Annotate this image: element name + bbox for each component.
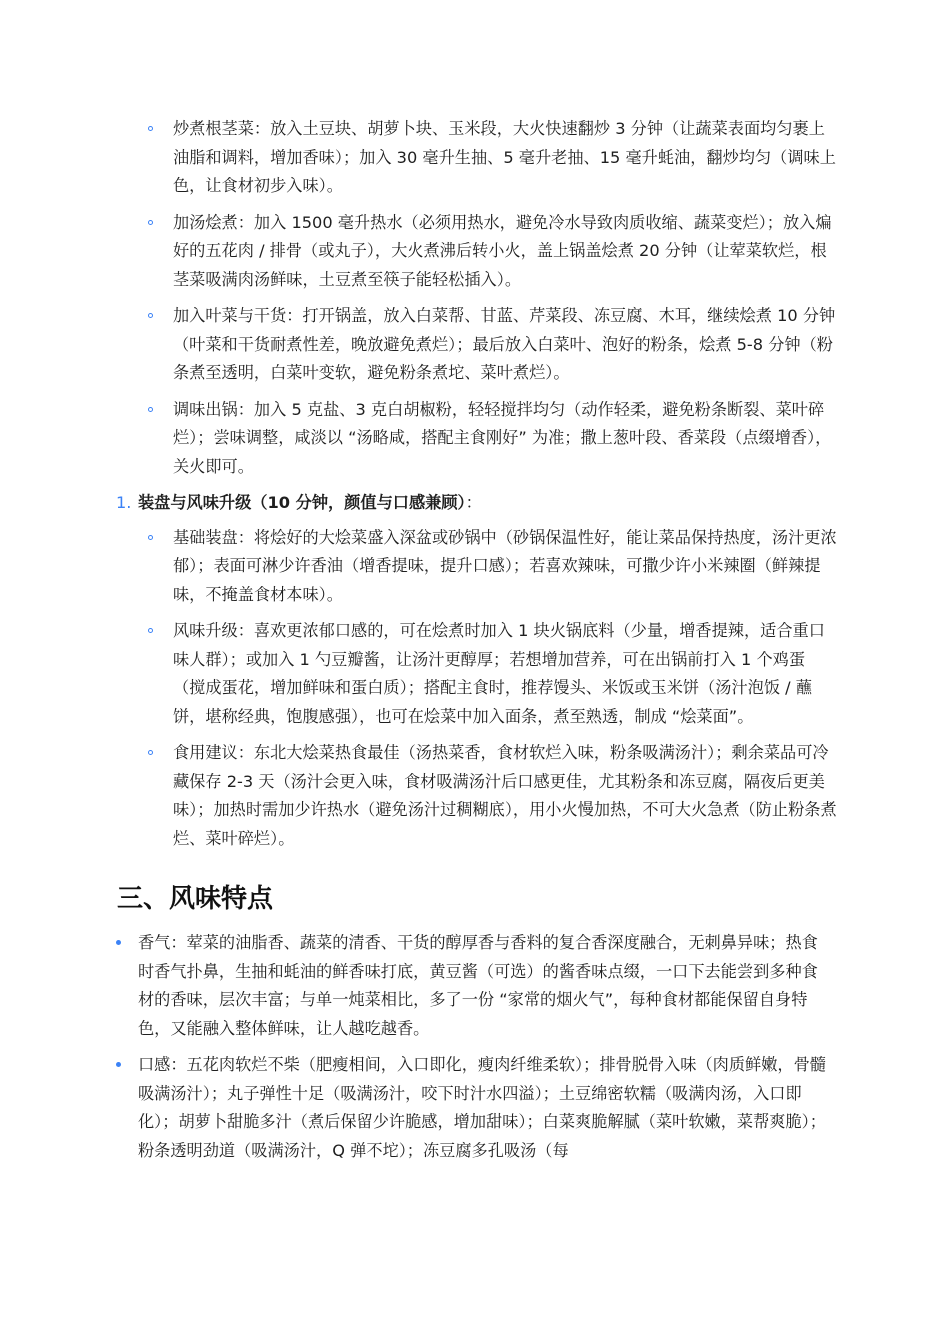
list-item — [173, 617, 837, 731]
flavor-list — [0, 929, 950, 1165]
list-item-text: 香气：荤菜的油脂香、蔬菜的清香、干货的醇厚香与香料的复合香深度融合，无刺鼻异味；热食时香气扑鼻，生抽和蚝油的鲜香味打底，黄豆酱（可选）的酱香味点缀，一口下去能尝到多种食材的香味，层次丰富；与单一炖菜相比，多了一份 “家常的烟火气”，每种食材都能保留自身特色，又能融入整体鲜味，让人越吃越香。 — [138, 933, 818, 1038]
numbered-step-heading — [116, 489, 950, 518]
hollow-bullet-icon — [148, 535, 153, 540]
section-heading: 三、风味特点 — [117, 884, 274, 914]
list-item-text: 风味升级：喜欢更浓郁口感的，可在烩煮时加入 1 块火锅底料（少量，增香提辣，适合重口味人群）；或加入 1 勺豆瓣酱，让汤汁更醇厚；若想增加营养，可在出锅前打入 1 个鸡蛋（搅成蛋花，增加鲜味和蛋白质）；搭配主食时，推荐馒头、米饭或玉米饼（汤汁泡饭 / 蘸饼，堪称经典，饱腹感强），也可在烩菜中加入面条，煮至熟透，制成 “烩菜面”。 — [173, 621, 825, 726]
list-item-text: 加汤烩煮：加入 1500 毫升热水（必须用热水，避免冷水导致肉质收缩、蔬菜变烂）；放入煸好的五花肉 / 排骨（或丸子），大火煮沸后转小火，盖上锅盖烩煮 20 分钟（让荤菜软烂，根茎菜吸满肉汤鲜味，土豆煮至筷子能轻松插入）。 — [173, 212, 832, 289]
hollow-bullet-icon — [148, 126, 153, 131]
cooking-steps-list — [0, 115, 950, 481]
list-item — [138, 1051, 833, 1165]
list-item-text: 口感：五花肉软烂不柴（肥瘦相间，入口即化，瘦肉纤维柔软）；排骨脱骨入味（肉质鲜嫩，骨髓吸满汤汁）；丸子弹性十足（吸满汤汁，咬下时汁水四溢）；土豆绵密软糯（吸满肉汤，入口即化）；胡萝卜甜脆多汁（煮后保留少许脆感，增加甜味）；白菜爽脆解腻（菜叶软嫩，菜帮爽脆）；粉条透明劲道（吸满汤汁，Q 弹不坨）；冻豆腐多孔吸汤（每 — [138, 1055, 826, 1160]
list-item — [173, 302, 837, 388]
hollow-bullet-icon — [148, 313, 153, 318]
list-item-text: 加入叶菜与干货：打开锅盖，放入白菜帮、甘蓝、芹菜段、冻豆腐、木耳，继续烩煮 10 分钟（叶菜和干货耐煮性差，晚放避免煮烂）；最后放入白菜叶、泡好的粉条，烩煮 5-8 分钟（粉条煮至透明，白菜叶变软，避免粉条煮坨、菜叶煮烂）。 — [173, 306, 836, 382]
plating-list — [0, 524, 950, 854]
list-item — [173, 524, 837, 610]
list-item-text: 食用建议：东北大烩菜热食最佳（汤热菜香，食材软烂入味，粉条吸满汤汁）；剩余菜品可冷藏保存 2-3 天（汤汁会更入味，食材吸满汤汁后口感更佳，尤其粉条和冻豆腐，隔夜后更美味）；加热时需加少许热水（避免汤汁过稠糊底），用小火慢加热，不可大火急煮（防止粉条煮烂、菜叶碎烂）。 — [173, 743, 837, 848]
list-item-text: 基础装盘：将烩好的大烩菜盛入深盆或砂锅中（砂锅保温性好，能让菜品保持热度，汤汁更浓郁）；表面可淋少许香油（增香提味，提升口感）；若喜欢辣味，可撒少许小米辣圈（鲜辣提味，不掩盖食材本味）。 — [173, 527, 837, 604]
list-item-text: 调味出锅：加入 5 克盐、3 克白胡椒粉，轻轻搅拌均匀（动作轻柔，避免粉条断裂、菜叶碎烂）；尝味调整，咸淡以 “汤略咸，搭配主食刚好” 为准；撒上葱叶段、香菜段（点缀增香），关火即可。 — [173, 399, 832, 476]
step-title-suffix: ： — [465, 493, 482, 512]
step-title: 装盘与风味升级（10 分钟，颜值与口感兼顾） — [138, 493, 466, 512]
hollow-bullet-icon — [148, 628, 153, 633]
list-item — [173, 396, 837, 482]
top-spacer — [0, 0, 950, 115]
bullet-dot-icon — [116, 1062, 121, 1067]
list-number: 1. — [116, 493, 132, 512]
hollow-bullet-icon — [148, 750, 153, 755]
list-item — [173, 115, 837, 201]
list-item — [173, 209, 837, 295]
hollow-bullet-icon — [148, 220, 153, 225]
list-item — [173, 739, 837, 853]
list-item-text: 炒煮根茎菜：放入土豆块、胡萝卜块、玉米段，大火快速翻炒 3 分钟（让蔬菜表面均匀裹上油脂和调料，增加香味）；加入 30 毫升生抽、5 毫升老抽、15 毫升蚝油，翻炒均匀（调味上色，让食材初步入味）。 — [173, 119, 836, 195]
bullet-dot-icon — [116, 940, 121, 945]
hollow-bullet-icon — [148, 407, 153, 412]
list-item — [138, 929, 833, 1043]
